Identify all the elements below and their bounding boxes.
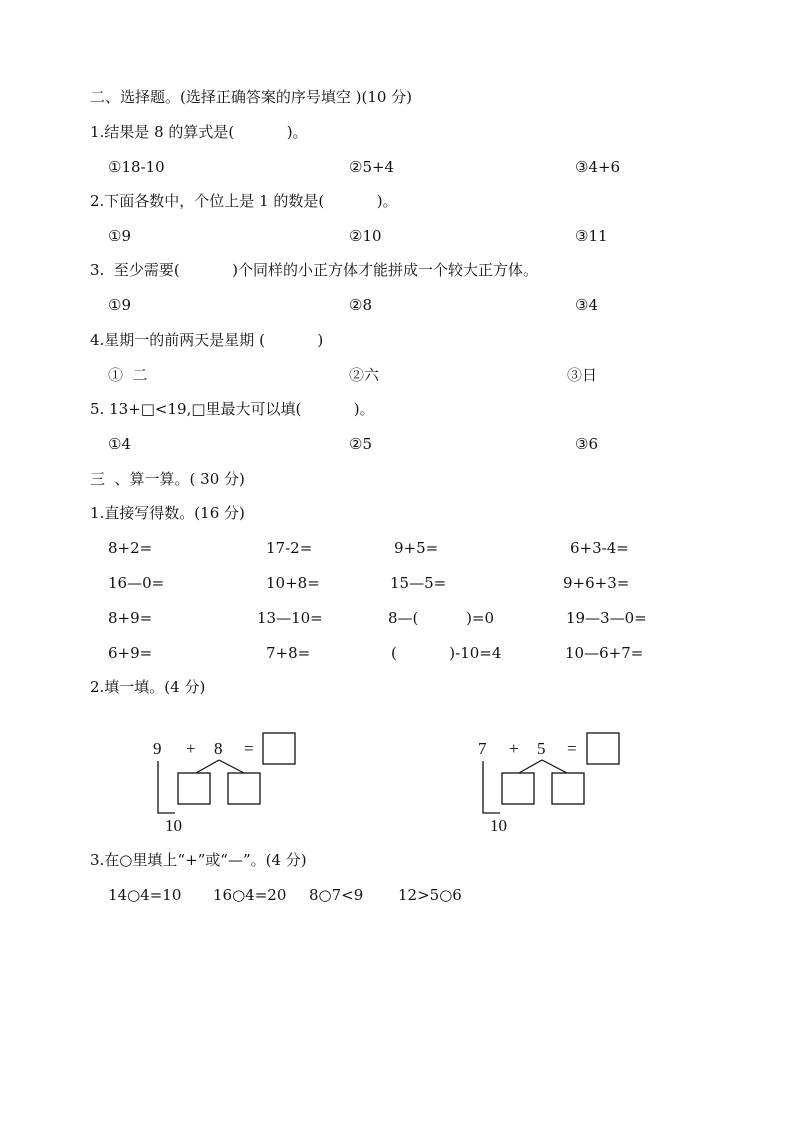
- calc-r1-c2: 17-2=: [266, 539, 313, 557]
- question-4-option-2: ②六: [349, 366, 380, 384]
- diagram-2-plus: +: [509, 739, 519, 758]
- diagram-1-equals: =: [244, 739, 254, 758]
- diagram-1-branch-right: [219, 760, 244, 773]
- diagram-2-addend-a: 7: [478, 739, 487, 758]
- diagram-2-split-box-right[interactable]: [552, 773, 584, 804]
- question-2-option-2: ②10: [349, 227, 382, 245]
- question-4-option-3: ③日: [567, 366, 598, 384]
- question-3-option-2: ②8: [349, 296, 372, 314]
- diagram-2-addend-b: 5: [537, 739, 546, 758]
- section2-title: 二、选择题。(选择正确答案的序号填空 )(10 分): [90, 88, 413, 106]
- question-5-option-2: ②5: [349, 435, 372, 453]
- calc-r1-c1: 8+2=: [108, 539, 153, 557]
- diagram-1-answer-box[interactable]: [263, 733, 295, 764]
- sign-item-2: 16○4=20: [213, 886, 287, 904]
- calc-r1-c3: 9+5=: [394, 539, 439, 557]
- calc-r3-c2: 13—10=: [257, 609, 323, 627]
- question-1-option-2: ②5+4: [349, 158, 395, 176]
- calc-r2-c2: 10+8=: [266, 574, 320, 592]
- make-ten-diagram-2: [473, 728, 643, 836]
- sign-question-title: 3.在○里填上“+”或“—”。(4 分): [90, 851, 307, 869]
- sign-item-3: 8○7<9: [309, 886, 364, 904]
- diagram-2-answer-box[interactable]: [587, 733, 619, 764]
- make-ten-diagram-1: [148, 728, 318, 836]
- calc-r3-c4: 19—3—0=: [566, 609, 647, 627]
- diagram-1-addend-a: 9: [153, 739, 162, 758]
- question-2-option-1: ①9: [108, 227, 131, 245]
- question-1-option-1: ①18-10: [108, 158, 165, 176]
- diagram-1-ten: 10: [165, 816, 182, 835]
- calc-r2-c4: 9+6+3=: [563, 574, 630, 592]
- calc-r3-c3: 8—( )=0: [388, 609, 495, 627]
- question-1-option-3: ③4+6: [575, 158, 621, 176]
- diagram-2-branch-right: [542, 760, 567, 773]
- question-5-option-3: ③6: [575, 435, 598, 453]
- question-1-stem: 1.结果是 8 的算式是( )。: [90, 123, 308, 141]
- calc-r4-c1: 6+9=: [108, 644, 153, 662]
- question-4-stem: 4.星期一的前两天是星期 ( ): [90, 331, 324, 349]
- calc-r4-c2: 7+8=: [266, 644, 311, 662]
- diagram-1-branch-left: [196, 760, 219, 773]
- calc-r1-c4: 6+3-4=: [570, 539, 629, 557]
- question-4-option-1: ① 二: [108, 366, 148, 384]
- question-5-stem: 5. 13+□<19,□里最大可以填( )。: [90, 400, 375, 418]
- calc-question-title: 1.直接写得数。(16 分): [90, 504, 245, 522]
- diagram-2-ten: 10: [490, 816, 507, 835]
- calc-r2-c1: 16—0=: [108, 574, 165, 592]
- calc-r4-c4: 10—6+7=: [565, 644, 644, 662]
- question-2-option-3: ③11: [575, 227, 608, 245]
- diagram-1-split-box-left[interactable]: [178, 773, 210, 804]
- question-3-option-3: ③4: [575, 296, 598, 314]
- diagram-1-split-box-right[interactable]: [228, 773, 260, 804]
- sign-item-1: 14○4=10: [108, 886, 182, 904]
- sign-item-4: 12>5○6: [398, 886, 462, 904]
- diagram-1-addend-b: 8: [214, 739, 223, 758]
- question-5-option-1: ①4: [108, 435, 131, 453]
- question-3-stem: 3. 至少需要( )个同样的小正方体才能拼成一个较大正方体。: [90, 261, 539, 279]
- calc-r2-c3: 15—5=: [390, 574, 447, 592]
- question-3-option-1: ①9: [108, 296, 131, 314]
- diagram-1-bracket: [158, 761, 175, 813]
- fill-question-title: 2.填一填。(4 分): [90, 678, 206, 696]
- diagram-2-equals: =: [567, 739, 577, 758]
- diagram-2-split-box-left[interactable]: [502, 773, 534, 804]
- diagram-1-plus: +: [186, 739, 196, 758]
- calc-r3-c1: 8+9=: [108, 609, 153, 627]
- section3-title: 三 、算一算。( 30 分): [90, 470, 245, 488]
- question-2-stem: 2.下面各数中，个位上是 1 的数是( )。: [90, 192, 398, 210]
- diagram-2-branch-left: [519, 760, 542, 773]
- calc-r4-c3: ( )-10=4: [391, 644, 502, 662]
- diagram-2-bracket: [483, 761, 500, 813]
